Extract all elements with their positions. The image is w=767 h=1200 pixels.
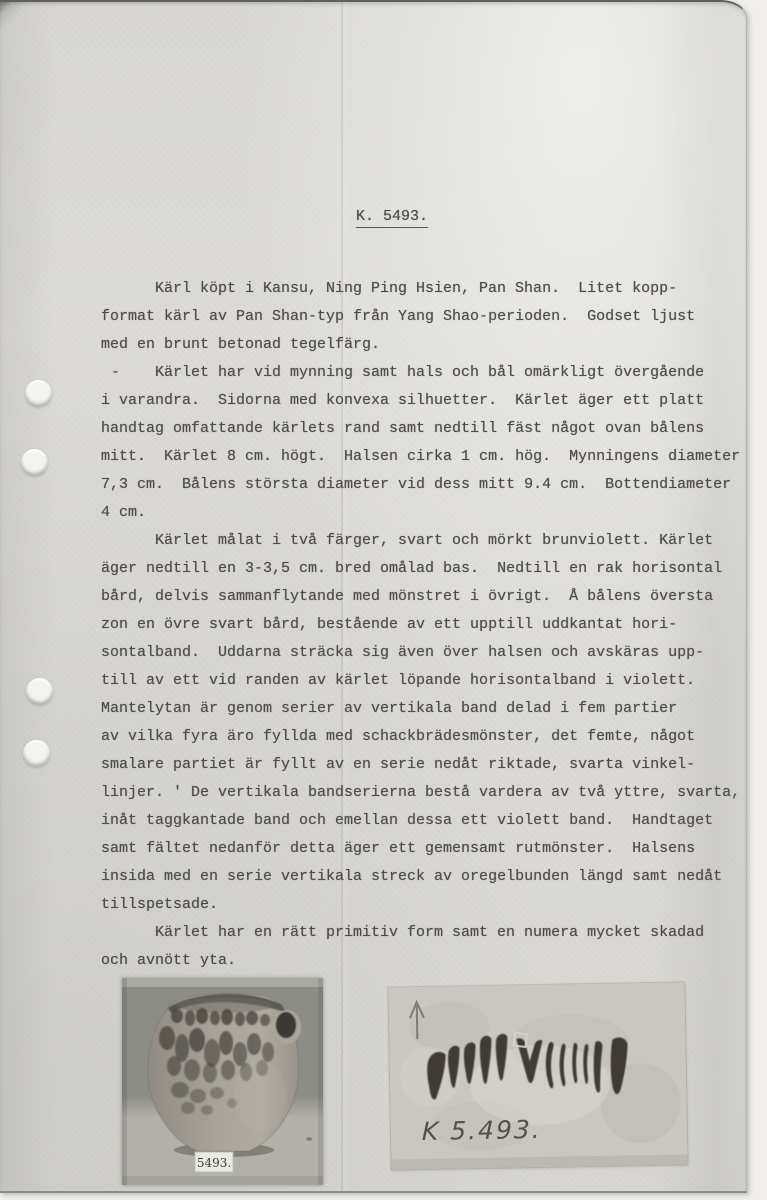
text-line: 7,3 cm. Bålens största diameter vid dess mitt 9.4 cm. Bottendiameter [101, 476, 732, 493]
text-line: Mantelytan är genom serier av vertikala band delad i fem partier [101, 700, 678, 717]
text-line: format kärl av Pan Shan-typ från Yang Shao-perioden. Godset ljust [101, 308, 696, 325]
text-line: Kärlet målat i två färger, svart och mörkt brunviolett. Kärlet [155, 532, 714, 549]
photo-caption: K 5.493. [421, 1114, 542, 1147]
museum-number-label [195, 1152, 233, 1172]
text-line: insida med en serie vertikala streck av oregelbunden längd samt nedåt [101, 868, 723, 885]
punch-hole [23, 740, 50, 767]
punch-hole [25, 380, 52, 407]
document-body [101, 275, 749, 975]
text-line: - Kärlet har vid mynning samt hals och bål omärkligt övergående [101, 359, 749, 387]
handle-hole [276, 1012, 296, 1038]
pattern-photograph [388, 982, 687, 1169]
text-line: Kärlet har en rätt primitiv form samt en numera mycket skadad [155, 924, 705, 941]
text-line: bård, delvis sammanflytande med mönstret i övrigt. Å bålens översta [101, 588, 714, 605]
text-line: handtag omfattande kärlets rand samt nedtill fäst något ovan bålens [101, 420, 705, 437]
vessel-photograph [122, 978, 323, 1185]
text-line: äger nedtill en 3-3,5 cm. bred omålad bas. Nedtill en rak horisontal [101, 560, 723, 577]
text-line: till av ett vid randen av kärlet löpande horisontalband i violett. [101, 672, 696, 689]
scan-corner-shadow [0, 2, 70, 42]
text-line: med en brunt betonad tegelfärg. [101, 336, 381, 353]
punch-hole [21, 449, 48, 476]
text-line: sontalband. Uddarna sträcka sig även över halsen och avskäras upp- [101, 644, 705, 661]
text-line: i varandra. Sidorna med konvexa silhuetter. Kärlet äger ett platt [101, 392, 705, 409]
text-line: Kärl köpt i Kansu, Ning Ping Hsien, Pan Shan. Litet kopp- [155, 280, 678, 297]
text-line: och avnött yta. [101, 952, 237, 969]
photo-label: 5493. [196, 1156, 232, 1170]
text-line: zon en övre svart bård, bestående av ett upptill uddkantat hori- [101, 616, 678, 633]
margin-dash: - [111, 364, 121, 381]
vessel-photo-image [122, 978, 323, 1185]
text-line: samt fältet nedanför detta äger ett gemensamt rutmönster. Halsens [101, 840, 696, 857]
text-line: linjer. ' De vertikala bandserierna bestå vardera av två yttre, svarta, [101, 784, 741, 801]
document-title: K. 5493. [356, 208, 428, 228]
pattern-photo-image [388, 982, 687, 1169]
text-line: smalare partiet är fyllt av en serie nedåt riktade, svarta vinkel- [101, 756, 696, 773]
text-line: 4 cm. [101, 504, 147, 521]
punch-hole [26, 678, 53, 705]
text-line: tillspetsade. [101, 896, 219, 913]
text-line: mitt. Kärlet 8 cm. högt. Halsen cirka 1 cm. hög. Mynningens diameter [101, 448, 741, 465]
text-line: inåt taggkantade band och emellan dessa ett violett band. Handtaget [101, 812, 714, 829]
text-line: av vilka fyra äro fyllda med schackbrädesmönster, det femte, något [101, 728, 696, 745]
